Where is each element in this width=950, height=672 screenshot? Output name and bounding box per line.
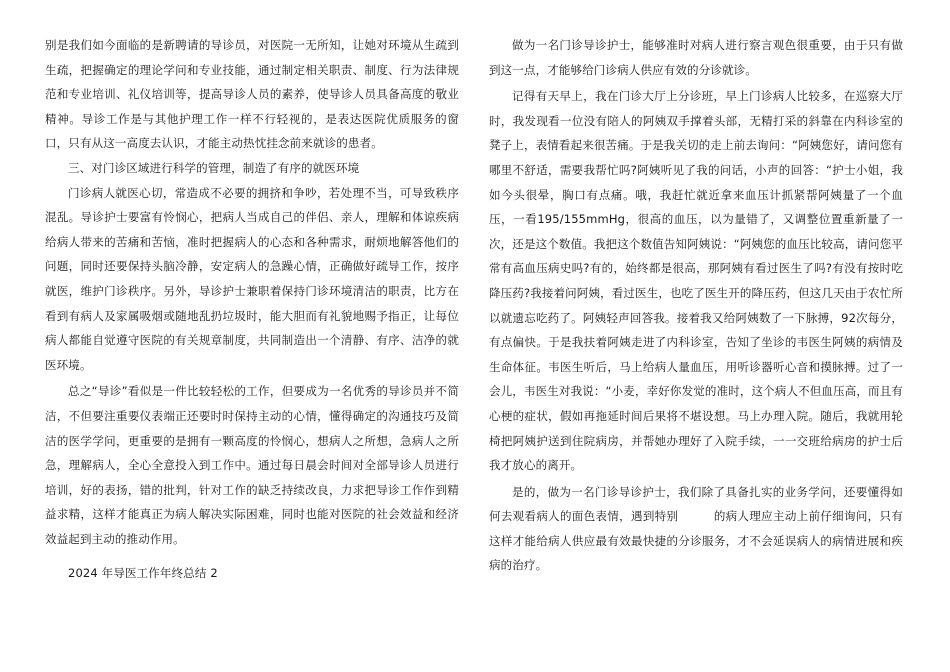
right-column xyxy=(489,33,903,578)
paragraph-intro-continued: 别是我们如今面临的是新聘请的导诊员，对医院一无所知，让她对环境从生疏到生疏，把握确定的理论学问和专业技能，通过制定相关职责、制度、行为法律规范和专业培训、礼仪培训等，提高导诊人员的素养，使导诊人员具备高度的敬业精神。导诊工作是与其他护理工作一样不行轻视的，是表达医院优质服务的窗口，只有从这一高度去认识，才能主动热忱挂念前来就诊的患者。 xyxy=(45,38,459,151)
paragraph-order-management: 门诊病人就医心切，常造成不必要的拥挤和争吵，若处理不当，可导致秩序混乱。导诊护士要富有怜悯心，把病人当成自己的伴侣、亲人，理解和体谅疾病给病人带来的苦痛和苦恼，准时把握病人的心态和各种需求，耐烦地解答他们的问题，同时还要保持头脑冷静，安定病人的急躁心情，正确做好疏导工作，按序就医，维护门诊秩序。另外，导诊护士兼职着保持门诊环境清洁的职责，比方在看到有病人及家属吸烟或随地乱扔垃圾时，能大胆而有礼貌地赐予指正，让每位病人都能自觉遵守医院的有关规章制度，共同制造出一个清静、有序、洁净的就医环境。 xyxy=(45,185,459,372)
section-heading-3: 三、对门诊区域进行科学的管理，制造了有序的就医环境 xyxy=(68,160,360,175)
left-column xyxy=(45,33,459,585)
paragraph-observation: 做为一名门诊导诊护士，能够准时对病人进行察言观色很重要，由于只有做到这一点，才能够给门诊病人供应有效的分诊就诊。 xyxy=(489,38,903,77)
paragraph-summary: 总之“导诊”看似是一件比较轻松的工作，但要成为一名优秀的导诊员并不简洁，不但要注重要仪表端正还要时时保持主动的心情，懂得确定的沟通技巧及简洁的医学学问，更重要的是拥有一颗高度的怜悯心，想病人之所想，急病人之所急，理解病人，全心全意投入到工作中。通过每日晨会时间对全部导诊人员进行培训，好的表扬，错的批判，针对工作的缺乏持续改良，力求把导诊工作作到精益求精，这样才能真正为病人解决实际困难，同时也能对医院的社会效益和经济效益起到主动的推动作用。 xyxy=(45,384,459,546)
paragraph-conclusion: 是的，做为一名门诊导诊护士，我们除了具备扎实的业务学问，还要懂得如何去观看病人的面色表情，遇到特别 的病人理应主动上前仔细询问，只有这样才能给病人供应最有效最快捷的分诊服务，才不会延误病人的病情进展和疾病的治疗。 xyxy=(489,484,903,573)
document-title-2: 2024 年导医工作年终总结 2 xyxy=(68,566,218,581)
paragraph-story: 记得有天早上，我在门诊大厅上分诊班，早上门诊病人比较多，在巡察大厅时，我发现看一位没有陪人的阿姨双手撑着头部，无精打采的斜靠在内科诊室的凳子上，表情看起来很苦痛。于是我关切的走上前去询问：“阿姨您好，请问您有哪里不舒适，需要我帮忙吗?阿姨听见了我的问话，小声的回答：“护士小姐，我如今头很晕，胸口有点痛。哦，我赶忙就近拿来血压计抓紧帮阿姨量了一个血压，一看195/155mmHg，很高的血压，以为量错了，又调整位置重新量了一次，还是这个数值。我把这个数值告知阿姨说：“阿姨您的血压比较高，请问您平常有高血压病史吗?有的，始终都是很高，那阿姨有看过医生了吗?有没有按时吃降压药?我接着问阿姨，看过医生，也吃了医生开的降压药，但这几天由于农忙所以就遗忘吃药了。阿姨轻声回答我。接着我又给阿姨数了一下脉搏，92次每分，有点偏快。于是我扶着阿姨走进了内科诊室，告知了坐诊的韦医生阿姨的病情及生命体征。韦医生听后，马上给病人量血压，用听诊器听心音和摸脉搏。过了一会儿，韦医生对我说：“小麦，幸好你发觉的准时，这个病人不但血压高，而且有心梗的症状，假如再拖延时间后果将不堪设想。马上办理入院。随后，我就用轮椅把阿姨护送到住院病房，并帮她办理好了入院手续，一一交班给病房的护士后我才放心的离开。 xyxy=(489,89,903,473)
